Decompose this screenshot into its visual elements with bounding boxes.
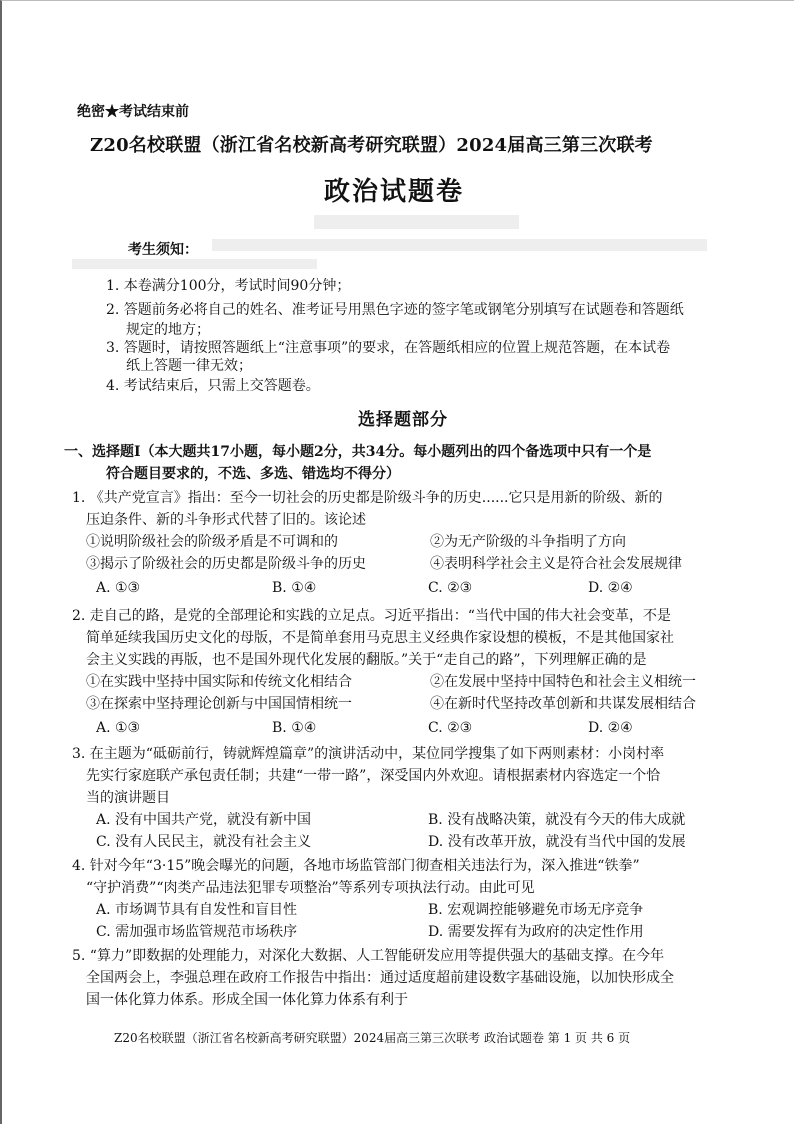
page-footer: Z20名校联盟（浙江省名校新高考研究联盟）2024届高三第三次联考 政治试题卷 第 1 页 共 6 页 [114, 1031, 631, 1045]
question-stem: 1. 《共产党宣言》指出：至今一切社会的历史都是阶级斗争的历史......它只是用新的阶级、新的 [72, 490, 663, 506]
answer-option: D. 没有改革开放，就没有当代中国的发展 [428, 834, 686, 850]
question-stem: 3. 在主题为“砥砺前行，铸就辉煌篇章”的演讲活动中，某位同学搜集了如下两则素材：小岗村率 [72, 746, 665, 762]
notice-item: 3. 答题时，请按照答题纸上“注意事项”的要求，在答题纸相应的位置上规范答题，在本试卷 [106, 340, 671, 356]
notice-heading: 考生须知： [128, 242, 198, 258]
question-stem: 2. 走自己的路，是党的全部理论和实践的立足点。习近平指出：“当代中国的伟大社会变革，不是 [72, 608, 671, 624]
answer-option: D. 需要发挥有为政府的决定性作用 [428, 924, 644, 940]
question-statement: ①说明阶级社会的阶级矛盾是不可调和的 [86, 534, 338, 550]
question-stem: 国一体化算力体系。形成全国一体化算力体系有利于 [86, 992, 408, 1008]
question-stem: “守护消费”“肉类产品违法犯罪专项整治”等系列专项执法行动。由此可见 [86, 880, 535, 896]
part-instruction: 一、选择题Ⅰ（本大题共17小题，每小题2分，共34分。每小题列出的四个备选项中只有一个是 [64, 444, 652, 460]
notice-item: 纸上答题一律无效； [126, 358, 252, 374]
question-statement: ②在发展中坚持中国特色和社会主义相统一 [430, 674, 696, 690]
answer-option: A. ①③ [96, 720, 141, 736]
question-statement: ②为无产阶级的斗争指明了方向 [430, 534, 626, 550]
exam-subtitle: 政治试题卷 [324, 177, 465, 207]
question-statement: ④在新时代坚持改革创新和共谋发展相结合 [430, 696, 696, 712]
question-stem: 会主义实践的再版，也不是国外现代化发展的翻版。”关于“走自己的路”，下列理解正确的是 [86, 652, 647, 668]
part-instruction: 符合题目要求的，不选、多选、错选均不得分） [106, 466, 400, 482]
question-statement: ④表明科学社会主义是符合社会发展规律 [430, 556, 682, 572]
answer-option: C. 需加强市场监管规范市场秩序 [96, 924, 298, 940]
notice-item: 规定的地方； [126, 322, 210, 338]
notice-item: 4. 考试结束后，只需上交答题卷。 [106, 378, 320, 394]
scan-smudge [72, 259, 317, 269]
answer-option: A. 市场调节具有自发性和盲目性 [96, 902, 298, 918]
question-stem: 5. “算力”即数据的处理能力，对深化大数据、人工智能研发应用等提供强大的基础支撑。在今年 [72, 948, 665, 964]
scan-smudge [212, 239, 707, 251]
question-statement: ①在实践中坚持中国实际和传统文化相结合 [86, 674, 352, 690]
question-statement: ③在探索中坚持理论创新与中国国情相统一 [86, 696, 352, 712]
answer-option: D. ②④ [588, 580, 633, 596]
answer-option: B. ①④ [272, 720, 317, 736]
answer-option: A. 没有中国共产党，就没有新中国 [96, 812, 312, 828]
question-stem: 全国两会上，李强总理在政府工作报告中指出：通过适度超前建设数字基础设施，以加快形成全 [86, 970, 674, 986]
answer-option: B. 宏观调控能够避免市场无序竞争 [428, 902, 644, 918]
answer-option: B. ①④ [272, 580, 317, 596]
question-stem: 压迫条件、新的斗争形式代替了旧的。该论述 [86, 512, 366, 528]
exam-title: Z20名校联盟（浙江省名校新高考研究联盟）2024届高三第三次联考 [90, 135, 653, 156]
scan-smudge [314, 215, 519, 229]
section-title: 选择题部分 [358, 410, 448, 430]
question-statement: ③揭示了阶级社会的历史都是阶级斗争的历史 [86, 556, 366, 572]
answer-option: B. 没有战略决策，就没有今天的伟大成就 [428, 812, 686, 828]
answer-option: A. ①③ [96, 580, 141, 596]
notice-item: 2. 答题前务必将自己的姓名、准考证号用黑色字迹的签字笔或钢笔分别填写在试题卷和答题纸 [106, 302, 684, 318]
question-stem: 当的演讲题目 [86, 790, 170, 806]
notice-item: 1. 本卷满分100分，考试时间90分钟； [106, 278, 351, 294]
answer-option: D. ②④ [588, 720, 633, 736]
question-stem: 简单延续我国历史文化的母版，不是简单套用马克思主义经典作家设想的模板，不是其他国家社 [86, 630, 674, 646]
question-stem: 先实行家庭联产承包责任制；共建“一带一路”，深受国内外欢迎。请根据素材内容选定一个恰 [86, 768, 661, 784]
answer-option: C. 没有人民民主，就没有社会主义 [96, 834, 312, 850]
confidential-label: 绝密★考试结束前 [77, 104, 189, 120]
answer-option: C. ②③ [428, 720, 473, 736]
question-stem: 4. 针对今年“3·15”晚会曝光的问题，各地市场监管部门彻查相关违法行为，深入推进“铁拳” [72, 858, 640, 874]
answer-option: C. ②③ [428, 580, 473, 596]
